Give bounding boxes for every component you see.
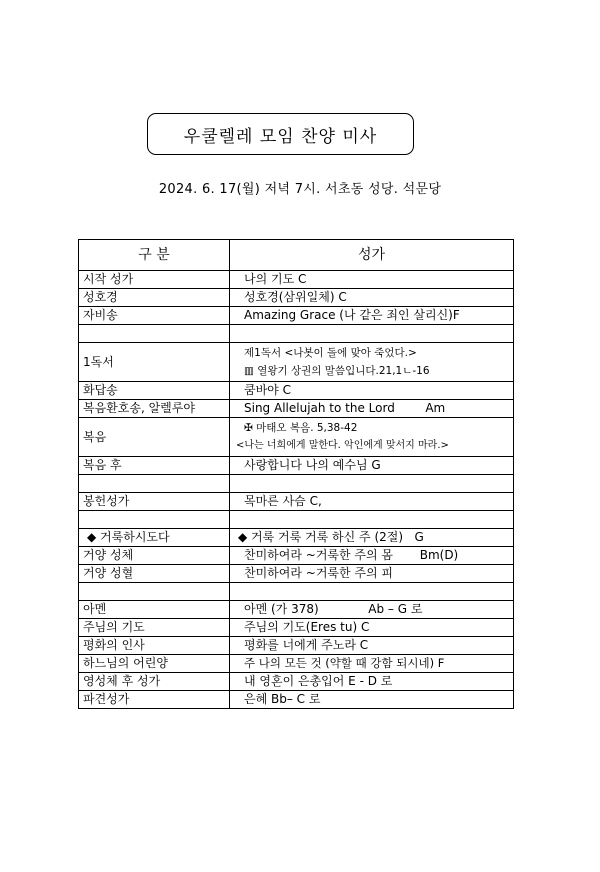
table-row: [79, 493, 514, 511]
row-label: 시작 성가: [79, 271, 230, 289]
table-row: [79, 673, 514, 691]
table-row: [79, 655, 514, 673]
table-row: [79, 529, 514, 547]
table-row: [79, 547, 514, 565]
row-label: ◆ 거룩하시도다: [79, 529, 230, 547]
row-song: 나의 기도 C: [230, 271, 514, 289]
row-label: [79, 325, 230, 343]
row-label: 성호경: [79, 289, 230, 307]
header-song: 성가: [230, 240, 514, 271]
row-label: 아멘: [79, 601, 230, 619]
table-row-empty: [79, 475, 514, 493]
row-song: 주 나의 모든 것 (약할 때 강함 되시네) F: [230, 655, 514, 673]
row-label: 거양 성체: [79, 547, 230, 565]
row-song: [230, 475, 514, 493]
table-row: [79, 601, 514, 619]
table-row-empty: [79, 325, 514, 343]
row-song: 성호경(삼위일체) C: [230, 289, 514, 307]
reading-title: 제1독서 <나봇이 돌에 맞아 죽었다.>: [244, 347, 417, 359]
table-row: [79, 457, 514, 475]
reading-source: ▥ 열왕기 상권의 말씀입니다.21,1ㄴ-16: [244, 365, 430, 377]
row-label: 파견성가: [79, 691, 230, 709]
row-song: 아멘 (가 378) Ab – G 로: [230, 601, 514, 619]
row-song: 은혜 Bb– C 로: [230, 691, 514, 709]
reading-cell: [230, 343, 514, 382]
row-song: 찬미하여라 ~거룩한 주의 몸 Bm(D): [230, 547, 514, 565]
page-title: 우쿨렐레 모임 찬양 미사: [183, 126, 378, 147]
gospel-cell: [230, 418, 514, 457]
table-row: [79, 307, 514, 325]
row-label: [79, 583, 230, 601]
row-label: 평화의 인사: [79, 637, 230, 655]
row-song: Sing Allelujah to the Lord Am: [230, 400, 514, 418]
row-song: [230, 583, 514, 601]
table-row: [79, 418, 514, 457]
row-label: 봉헌성가: [79, 493, 230, 511]
table-row: [79, 382, 514, 400]
gospel-source: ✠ 마태오 복음. 5,38-42: [244, 422, 358, 434]
row-label: 하느님의 어린양: [79, 655, 230, 673]
row-label: [79, 475, 230, 493]
row-label: [79, 511, 230, 529]
table-row: [79, 637, 514, 655]
row-label: 주님의 기도: [79, 619, 230, 637]
table-row: [79, 289, 514, 307]
table-row-empty: [79, 583, 514, 601]
row-song: 사랑합니다 나의 예수님 G: [230, 457, 514, 475]
row-song: 쿰바야 C: [230, 382, 514, 400]
table-row: [79, 400, 514, 418]
table-header-row: [79, 240, 514, 271]
row-song: [230, 511, 514, 529]
song-table: [78, 239, 514, 709]
row-song: 내 영혼이 은총입어 E - D 로: [230, 673, 514, 691]
row-label: 복음환호송, 알렐루야: [79, 400, 230, 418]
row-label: 화답송: [79, 382, 230, 400]
row-song: [230, 325, 514, 343]
row-song: 찬미하여라 ~거룩한 주의 피: [230, 565, 514, 583]
table-row: [79, 619, 514, 637]
table-row: [79, 565, 514, 583]
row-song: 주님의 기도(Eres tu) C: [230, 619, 514, 637]
row-label: 복음 후: [79, 457, 230, 475]
row-song: ◆ 거룩 거룩 거룩 하신 주 (2절) G: [230, 529, 514, 547]
table-row: [79, 271, 514, 289]
row-label: 자비송: [79, 307, 230, 325]
row-label: 영성체 후 성가: [79, 673, 230, 691]
gospel-title: <나는 너희에게 말한다. 악인에게 맞서지 마라.>: [236, 440, 449, 451]
row-song: 평화를 너에게 주노라 C: [230, 637, 514, 655]
title-box: [147, 113, 414, 155]
row-song: Amazing Grace (나 같은 죄인 살리신)F: [230, 307, 514, 325]
row-label: 1독서: [79, 343, 230, 382]
header-category: 구 분: [79, 240, 230, 271]
table-row: [79, 691, 514, 709]
row-label: 복음: [79, 418, 230, 457]
row-song: 목마른 사슴 C,: [230, 493, 514, 511]
event-info: 2024. 6. 17(월) 저녁 7시. 서초동 성당. 석문당: [158, 182, 442, 197]
table-row: [79, 343, 514, 382]
row-label: 거양 성혈: [79, 565, 230, 583]
table-row-empty: [79, 511, 514, 529]
